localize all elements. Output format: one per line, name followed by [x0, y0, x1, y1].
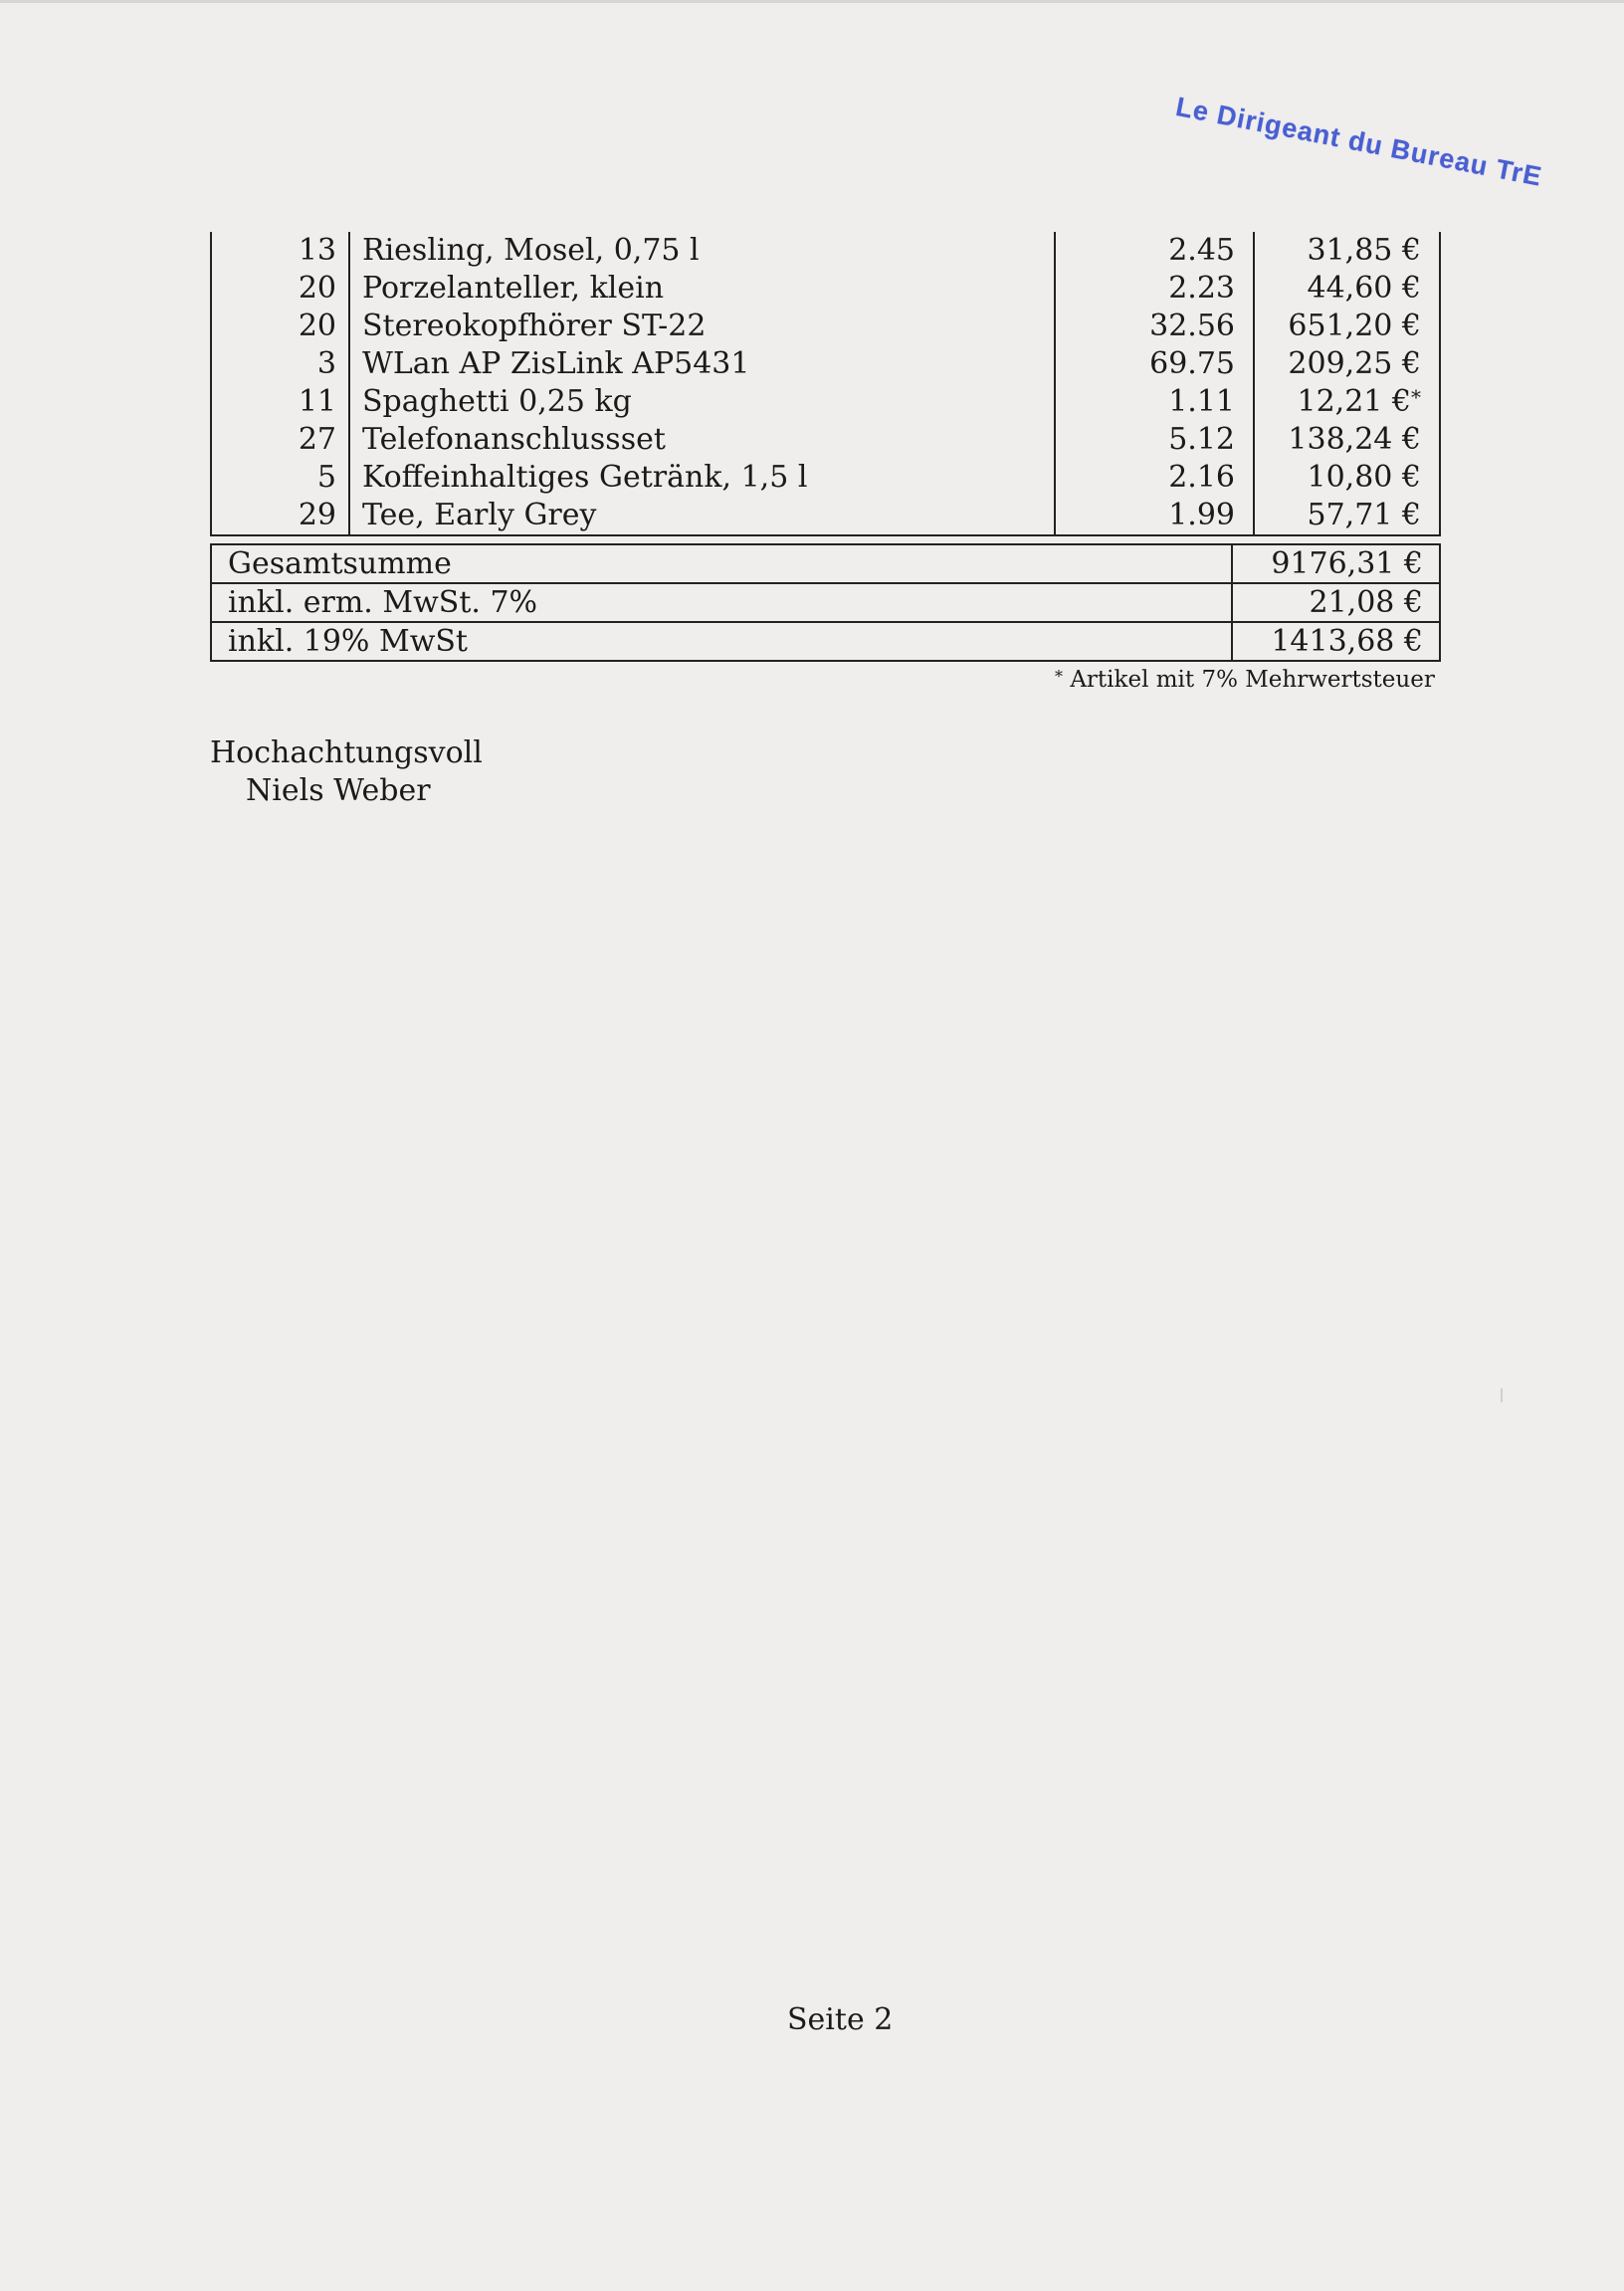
item-quantity-text: 27 [298, 422, 336, 457]
item-row [211, 459, 1440, 497]
summary-row-total [211, 544, 1440, 583]
footnote-text: Artikel mit 7% Mehrwertsteuer [1070, 667, 1435, 693]
vat-footnote [1055, 667, 1435, 693]
item-description-text: Stereokopfhörer ST-22 [362, 309, 707, 343]
item-line-total-text: 57,71 € [1307, 498, 1421, 532]
item-unit-price [1055, 345, 1254, 383]
item-description [349, 459, 1055, 497]
item-row [211, 308, 1440, 345]
item-unit-price-text: 69.75 [1149, 346, 1235, 381]
summary-value: 9176,31 € [1232, 544, 1440, 583]
item-quantity-text: 20 [298, 271, 336, 306]
summary-value: 21,08 € [1232, 583, 1440, 622]
paper-speck [1501, 1388, 1503, 1402]
footnote-marker: * [1055, 667, 1063, 686]
page-edge [0, 0, 1624, 3]
item-line-total [1254, 232, 1440, 270]
item-unit-price-text: 32.56 [1149, 309, 1235, 343]
item-quantity [211, 308, 349, 345]
item-quantity-text: 13 [298, 233, 336, 268]
office-stamp: Le Dirigeant du Bureau TrE [1173, 92, 1545, 192]
item-quantity [211, 459, 349, 497]
item-line-total [1254, 345, 1440, 383]
item-description [349, 383, 1055, 421]
item-description-text: Spaghetti 0,25 kg [362, 384, 632, 419]
item-quantity-text: 20 [298, 309, 336, 343]
item-line-total [1254, 459, 1440, 497]
item-description-text: Telefonanschlussset [362, 422, 666, 457]
item-unit-price [1055, 308, 1254, 345]
closing-greeting: Hochachtungsvoll [210, 735, 483, 770]
item-description-text: Koffeinhaltiges Getränk, 1,5 l [362, 460, 808, 495]
item-description [349, 308, 1055, 345]
summary-label: inkl. 19% MwSt [211, 622, 1232, 661]
item-line-total [1254, 270, 1440, 308]
item-line-total-text: 138,24 € [1288, 422, 1421, 457]
item-quantity-text: 11 [298, 384, 336, 419]
item-row [211, 383, 1440, 421]
item-line-total-text: 209,25 € [1288, 346, 1421, 381]
page-number: Seite 2 [787, 2002, 894, 2037]
item-description [349, 345, 1055, 383]
item-description-text: Tee, Early Grey [362, 498, 597, 532]
item-description-text: Riesling, Mosel, 0,75 l [362, 233, 700, 268]
item-row [211, 421, 1440, 459]
item-unit-price [1055, 383, 1254, 421]
summary-row-reduced-vat [211, 583, 1440, 622]
summary-table [210, 543, 1441, 662]
item-quantity-text: 3 [316, 346, 336, 381]
item-quantity [211, 232, 349, 270]
item-unit-price [1055, 270, 1254, 308]
item-quantity [211, 383, 349, 421]
summary-row-standard-vat [211, 622, 1440, 661]
item-row [211, 497, 1440, 535]
item-line-total [1254, 421, 1440, 459]
item-quantity [211, 421, 349, 459]
item-row [211, 270, 1440, 308]
closing-block [210, 734, 483, 810]
item-line-total-text: 44,60 € [1307, 271, 1421, 306]
items-table [210, 232, 1441, 536]
item-unit-price-text: 2.45 [1168, 233, 1235, 268]
item-row [211, 345, 1440, 383]
reduced-vat-marker: * [1411, 385, 1421, 409]
item-unit-price [1055, 232, 1254, 270]
item-description [349, 421, 1055, 459]
item-line-total [1254, 308, 1440, 345]
item-description-text: Porzelanteller, klein [362, 271, 665, 306]
item-quantity-text: 29 [298, 498, 336, 532]
item-quantity-text: 5 [316, 460, 336, 495]
item-quantity [211, 497, 349, 535]
summary-label: inkl. erm. MwSt. 7% [211, 583, 1232, 622]
item-unit-price [1055, 497, 1254, 535]
item-description [349, 497, 1055, 535]
item-line-total [1254, 497, 1440, 535]
item-description [349, 270, 1055, 308]
summary-label: Gesamtsumme [211, 544, 1232, 583]
item-unit-price-text: 5.12 [1168, 422, 1235, 457]
item-line-total [1254, 383, 1440, 421]
item-unit-price-text: 1.99 [1168, 498, 1235, 532]
summary-value: 1413,68 € [1232, 622, 1440, 661]
item-line-total-text: 651,20 € [1288, 309, 1421, 343]
item-quantity [211, 345, 349, 383]
item-unit-price-text: 2.23 [1168, 271, 1235, 306]
item-description [349, 232, 1055, 270]
item-row [211, 232, 1440, 270]
item-unit-price [1055, 421, 1254, 459]
item-line-total-text: 10,80 € [1307, 460, 1421, 495]
item-unit-price-text: 2.16 [1168, 460, 1235, 495]
item-unit-price-text: 1.11 [1168, 384, 1235, 419]
item-line-total-text: 31,85 € [1307, 233, 1421, 268]
item-unit-price [1055, 459, 1254, 497]
item-description-text: WLan AP ZisLink AP5431 [362, 346, 750, 381]
item-line-total-text: 12,21 € [1297, 384, 1411, 419]
item-quantity [211, 270, 349, 308]
signatory-name: Niels Weber [246, 773, 431, 808]
